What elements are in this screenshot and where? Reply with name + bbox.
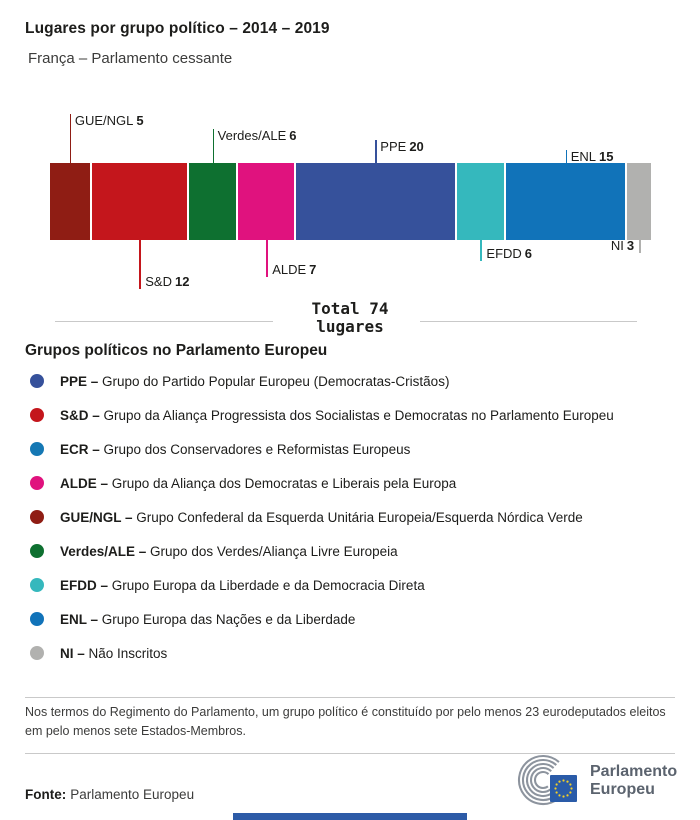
- legend-item-text: EFDD – Grupo Europa da Liberdade e da Democracia Direta: [60, 577, 425, 593]
- bar-callout-line-s-d: [139, 240, 141, 289]
- legend-item-text: ECR – Grupo dos Conservadores e Reformistas Europeus: [60, 441, 411, 457]
- footnote: Nos termos do Regimento do Parlamento, um grupo político é constituído por pelo menos 23 eurodeputados eleitos em pelo menos sete Estados-Membros.: [25, 705, 666, 738]
- footer-rule-top: [25, 697, 675, 698]
- legend-item-s-d: [25, 398, 685, 432]
- legend-color-dot: [30, 442, 44, 456]
- bar-callout-line-gue-ngl: [70, 114, 72, 163]
- page-title: Lugares por grupo político – 2014 – 2019: [25, 20, 330, 37]
- total-label: [250, 300, 450, 336]
- legend-color-dot: [30, 544, 44, 558]
- logo-wordmark-line1: Parlamento: [590, 763, 678, 780]
- bar-callout-line-verdes-ale: [213, 129, 215, 163]
- logo-wordmark: [590, 763, 677, 799]
- bar-segment-alde: [238, 163, 294, 240]
- bar-segment-gue-ngl: [50, 163, 90, 240]
- legend-color-dot: [30, 612, 44, 626]
- bottom-accent-bar: [233, 813, 467, 820]
- legend-color-dot: [30, 646, 44, 660]
- legend-item-ecr: [25, 432, 685, 466]
- total-line1: Total 74: [311, 299, 389, 318]
- legend-item-text: GUE/NGL – Grupo Confederal da Esquerda Unitária Europeia/Esquerda Nórdica Verde: [60, 509, 583, 525]
- bar-callout-label-alde: ALDE 7: [272, 262, 317, 277]
- legend-item-verdes-ale: [25, 534, 685, 568]
- bar-callout-line-alde: [266, 240, 268, 277]
- legend-color-dot: [30, 510, 44, 524]
- bar-callout-label-enl: ENL 15: [570, 149, 614, 164]
- logo-wordmark-line2: Europeu: [590, 781, 655, 798]
- legend-item-text: NI – Não Inscritos: [60, 645, 168, 661]
- source-line: [25, 787, 194, 802]
- bar-segment-s-d: [92, 163, 187, 240]
- bar-callout-label-ppe: PPE 20: [380, 139, 424, 154]
- bar-segment-ppe: [296, 163, 455, 240]
- bar-callout-label-s-d: S&D 12: [145, 274, 190, 289]
- legend-item-text: ENL – Grupo Europa das Nações e da Liberdade: [60, 611, 356, 627]
- legend-item-ppe: [25, 364, 685, 398]
- legend-color-dot: [30, 476, 44, 490]
- divider-line-right: [420, 321, 637, 322]
- bar-segment-efdd: [457, 163, 505, 240]
- legend-color-dot: [30, 578, 44, 592]
- legend-color-dot: [30, 408, 44, 422]
- legend-heading: Grupos políticos no Parlamento Europeu: [25, 342, 328, 359]
- legend-item-gue-ngl: [25, 500, 685, 534]
- european-parliament-logo: [516, 754, 677, 808]
- bar-callout-label-verdes-ale: Verdes/ALE 6: [217, 128, 297, 143]
- total-line2: lugares: [316, 317, 384, 336]
- bar-callout-line-efdd: [480, 240, 482, 261]
- legend-item-text: S&D – Grupo da Aliança Progressista dos Socialistas e Democratas no Parlamento Europeu: [60, 407, 614, 423]
- bar-callout-line-enl: [566, 150, 568, 163]
- divider-line-left: [55, 321, 273, 322]
- total-row: [0, 300, 700, 344]
- source-label: Fonte:: [25, 787, 67, 802]
- legend-item-text: PPE – Grupo do Partido Popular Europeu (Democratas-Cristãos): [60, 373, 450, 389]
- legend-item-enl: [25, 602, 685, 636]
- bar-segment-verdes-ale: [189, 163, 237, 240]
- legend-item-alde: [25, 466, 685, 500]
- legend-item-text: ALDE – Grupo da Aliança dos Democratas e Liberais pela Europa: [60, 475, 457, 491]
- page-subtitle: França – Parlamento cessante: [28, 50, 233, 67]
- parliament-hemicycle-icon: [516, 754, 582, 808]
- legend-item-text: Verdes/ALE – Grupo dos Verdes/Aliança Livre Europeia: [60, 543, 398, 559]
- legend-color-dot: [30, 374, 44, 388]
- source-value: Parlamento Europeu: [70, 787, 195, 802]
- legend-list: [25, 364, 685, 670]
- bar-callout-line-ppe: [375, 140, 377, 163]
- bar-callout-label-ni: NI 3: [610, 238, 635, 253]
- bar-callout-line-ni: [639, 240, 641, 253]
- bar-segment-enl: [506, 163, 625, 240]
- bar-callout-label-gue-ngl: GUE/NGL 5: [74, 113, 144, 128]
- bar-segment-ni: [627, 163, 651, 240]
- legend-item-efdd: [25, 568, 685, 602]
- stacked-bar: [50, 163, 651, 240]
- legend-item-ni: [25, 636, 685, 670]
- bar-callout-label-efdd: EFDD 6: [486, 246, 533, 261]
